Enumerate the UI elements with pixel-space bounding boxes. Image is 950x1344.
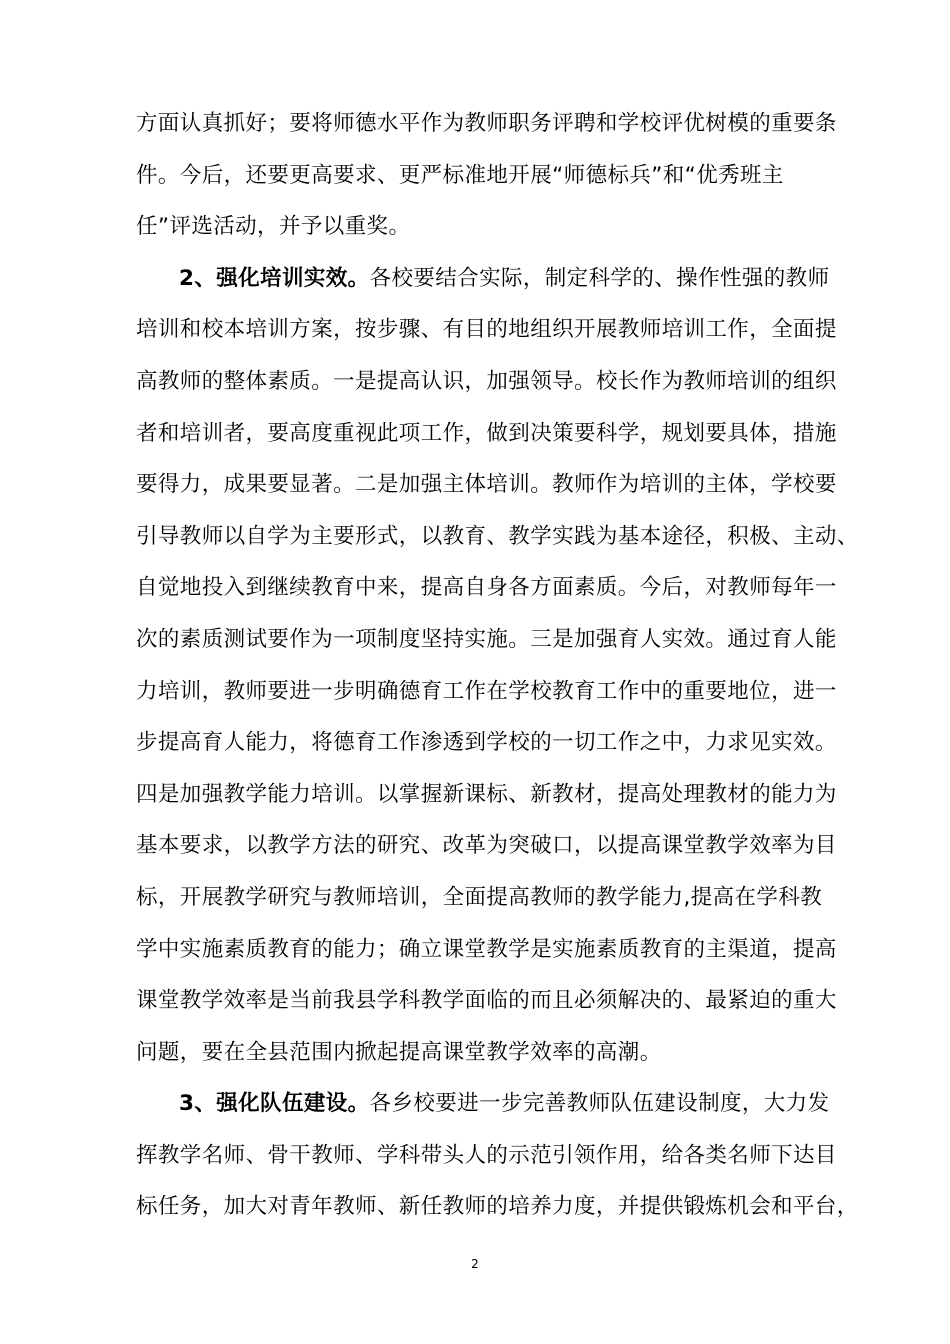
text-line: 挥教学名师、骨干教师、学科带头人的示范引领作用，给各类名师下达目 (136, 1142, 837, 1168)
text-line: 者和培训者，要高度重视此项工作，做到决策要科学，规划要具体，措施 (136, 420, 837, 446)
text-line: 高教师的整体素质。一是提高认识，加强领导。校长作为教师培训的组织 (136, 368, 837, 394)
section-2-first-line-text: 各校要结合实际，制定科学的、操作性强的教师 (369, 265, 830, 291)
text-line: 引导教师以自学为主要形式，以教育、教学实践为基本途径，积极、主动、 (136, 523, 859, 549)
page-number: 2 (471, 1257, 479, 1271)
text-line: 任”评选活动，并予以重奖。 (136, 214, 411, 240)
section-3-heading: 3、强化队伍建设。 (179, 1091, 370, 1117)
text-line: 步提高育人能力，将德育工作渗透到学校的一切工作之中，力求见实效。 (136, 730, 837, 756)
text-line: 课堂教学效率是当前我县学科教学面临的而且必须解决的、最紧迫的重大 (136, 988, 837, 1014)
section-2-heading: 2、强化培训实效。 (179, 265, 370, 291)
text-line: 标，开展教学研究与教师培训，全面提高教师的教学能力,提高在学科教 (136, 884, 823, 910)
text-line: 力培训，教师要进一步明确德育工作在学校教育工作中的重要地位，进一 (136, 678, 837, 704)
body-text (136, 98, 859, 1233)
text-line: 问题，要在全县范围内掀起提高课堂教学效率的高潮。 (136, 1039, 662, 1065)
text-line: 要得力，成果要显著。二是加强主体培训。教师作为培训的主体，学校要 (136, 472, 837, 498)
text-line: 方面认真抓好；要将师德水平作为教师职务评聘和学校评优树模的重要条 (136, 111, 837, 136)
section-3-first-line-text: 各乡校要进一步完善教师队伍建设制度，大力发 (369, 1091, 830, 1117)
section-3-first-line (136, 1078, 830, 1130)
text-line: 四是加强教学能力培训。以掌握新课标、新教材，提高处理教材的能力为 (136, 781, 837, 807)
text-line: 自觉地投入到继续教育中来，提高自身各方面素质。今后，对教师每年一 (136, 575, 837, 601)
text-line: 培训和校本培训方案，按步骤、有目的地组织开展教师培训工作，全面提 (136, 317, 837, 343)
section-2-first-line (136, 253, 830, 305)
text-line: 件。今后，还要更高要求、更严标准地开展“师德标兵”和“优秀班主 (136, 162, 784, 188)
text-line: 学中实施素质教育的能力；确立课堂教学是实施素质教育的主渠道，提高 (136, 936, 837, 962)
text-line: 次的素质测试要作为一项制度坚持实施。三是加强育人实效。通过育人能 (136, 626, 837, 652)
text-line: 基本要求，以教学方法的研究、改革为突破口，以提高课堂教学效率为目 (136, 833, 837, 859)
text-line: 标任务，加大对青年教师、新任教师的培养力度，并提供锻炼机会和平台， (136, 1194, 859, 1220)
